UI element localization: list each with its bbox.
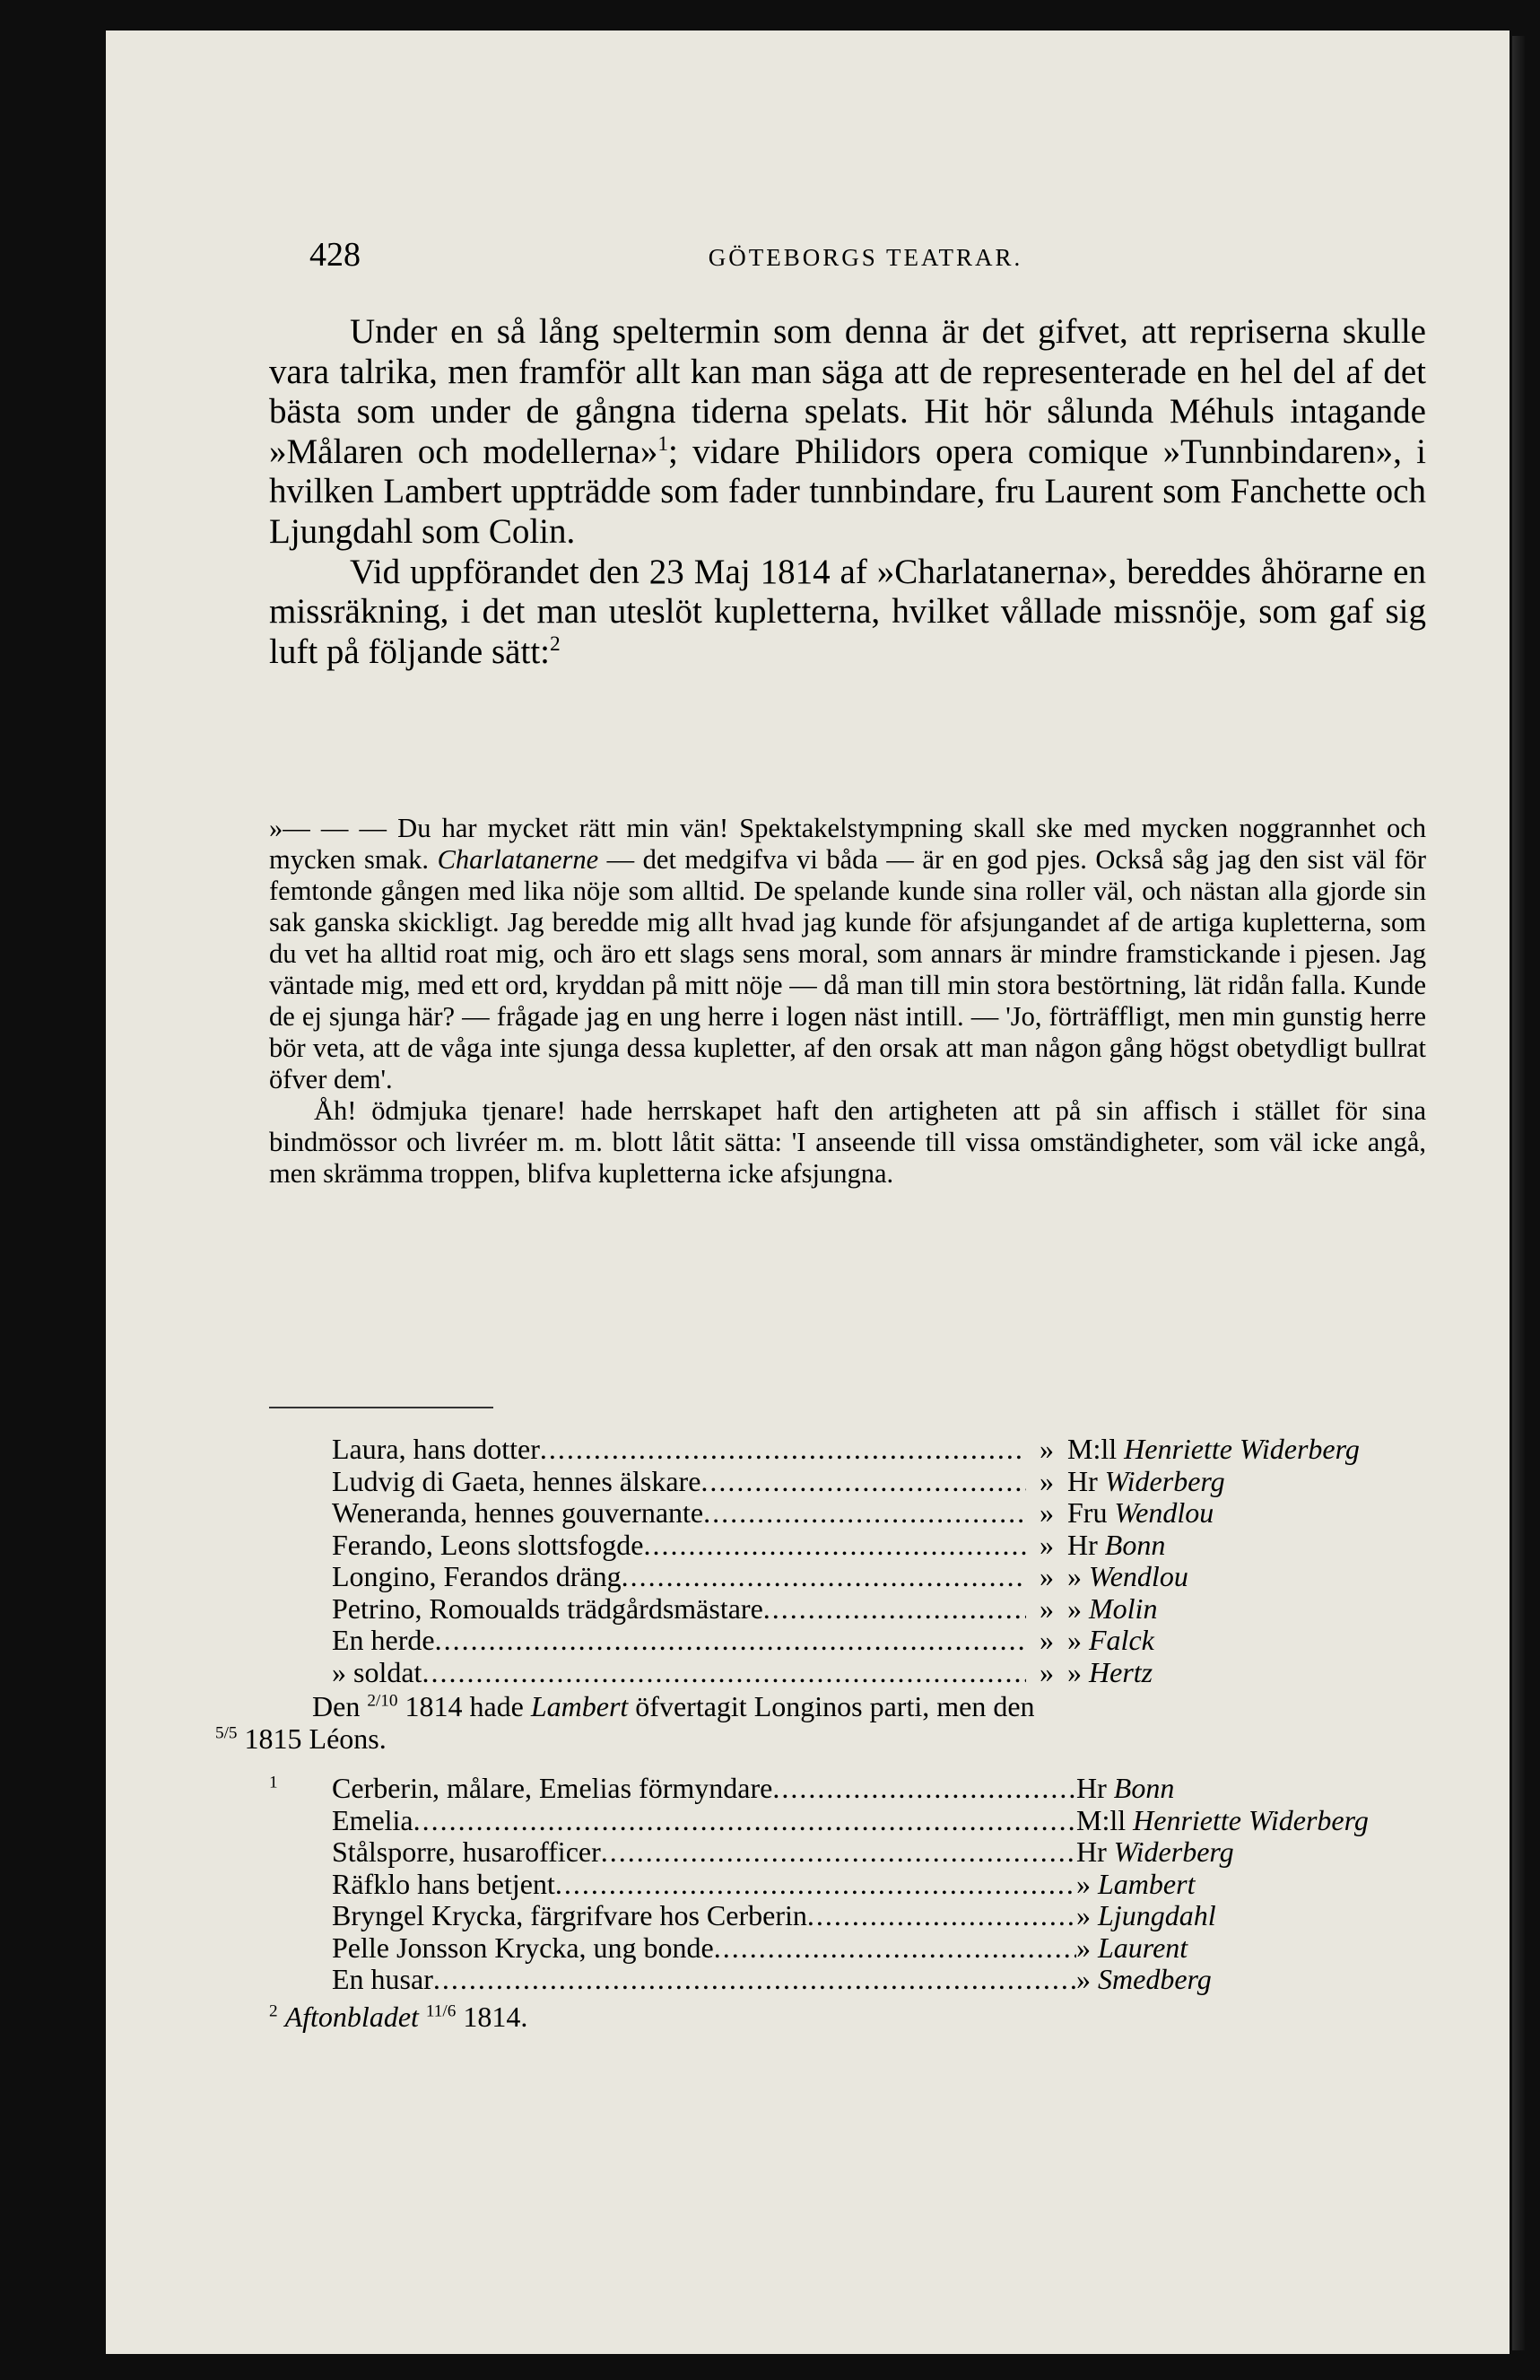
cast-title: » [1076, 1931, 1091, 1964]
cast-role-name: Cerberin, målare, Emelias förmyndare [332, 1773, 773, 1804]
cast-row [269, 1773, 1426, 1805]
paragraph-1-text-b: ; vidare Philidors opera comique »Tunnbindaren», i hvilken Lambert uppträdde som fader tunnbindare, fru Laurent som Fanchette och Ljungdahl som Colin. [269, 432, 1426, 551]
footnote-1-mark: 1 [269, 1773, 278, 1792]
cast-role-name: Pelle Jonsson Krycka, ung bonde [332, 1931, 714, 1964]
cast-assignment [1076, 1836, 1426, 1869]
cast-role [332, 1932, 1076, 1965]
cast-row [269, 1805, 1426, 1837]
cast-row [269, 1434, 1426, 1466]
cast-role [332, 1434, 1026, 1466]
cast-assignment [1076, 1900, 1426, 1932]
running-head: GÖTEBORGS TEATRAR. [708, 244, 1023, 271]
cast-assignment [1076, 1773, 1426, 1805]
cast-role-name: Weneranda, hennes gouvernante [332, 1497, 704, 1529]
cast-role [332, 1657, 1026, 1689]
cast-title: » [1076, 1867, 1091, 1900]
page-header [309, 235, 1422, 280]
cast-assignment [1076, 1964, 1426, 1996]
cast-mark: » [1040, 1591, 1054, 1625]
quote-italic-title: Charlatanerne [437, 844, 599, 875]
cast-role [332, 1900, 1076, 1932]
cast-mark: » [1040, 1528, 1054, 1561]
cast-row [269, 1625, 1426, 1657]
footnote-ref-1: 1 [657, 432, 669, 456]
cast-title: Hr [1067, 1464, 1098, 1497]
note-text-b: 1814 hade [405, 1690, 524, 1722]
cast-list-2 [269, 1773, 1426, 1996]
cast-assignment [1076, 1932, 1426, 1965]
cast-role [332, 1964, 1076, 1996]
note-date-1: 2/10 [367, 1691, 398, 1711]
cast-assignment [1067, 1625, 1426, 1657]
cast-actor: Henriette Widerberg [1124, 1433, 1360, 1465]
note-text-d: 1815 Léons. [244, 1722, 387, 1755]
cast-title: » [1067, 1624, 1082, 1656]
footnote-2-source: Aftonbladet [284, 2001, 419, 2033]
cast-actor: Hertz [1089, 1655, 1153, 1688]
note-date-2: 5/5 [215, 1722, 238, 1742]
cast-title: » [1067, 1655, 1082, 1688]
quote-text-a: »— — — Du har mycket rätt min vän! Spektakelstympning skall ske med mycken noggrannhet och mycken smak. [269, 813, 1426, 875]
quoted-letter [269, 813, 1426, 1190]
cast-role [332, 1530, 1026, 1562]
cast-list-1 [269, 1434, 1426, 1688]
note-text-a: Den [312, 1690, 361, 1722]
cast-role-name: Ferando, Leons slottsfogde [332, 1529, 644, 1561]
paragraph-1-text-a: Under en så lång speltermin som denna är det gifvet, att repriserna skulle vara talrika, men framför allt kan man säga att de representerade en hel del af det bästa som under de gångna tiderna spelats. Hit hör sålunda Méhuls intagande »Målaren och modellerna» [269, 312, 1426, 471]
dot-leader [772, 1773, 1076, 1805]
cast-actor: Ljungdahl [1098, 1899, 1216, 1931]
footnote-2-mark: 2 [269, 2001, 278, 2021]
note-text-c: öfvertagit Longinos parti, men den [635, 1690, 1035, 1722]
cast-mark: » [1040, 1655, 1054, 1688]
cast-assignment [1067, 1466, 1426, 1498]
cast-row [269, 1497, 1426, 1530]
dot-leader [622, 1561, 1026, 1593]
cast-mark: » [1040, 1433, 1054, 1465]
cast-role [332, 1773, 1076, 1805]
cast-assignment [1076, 1869, 1426, 1901]
cast-role-name: Laura, hans dotter [332, 1434, 540, 1465]
paragraph-2-text: Vid uppförandet den 23 Maj 1814 af »Charlatanerna», bereddes åhörarne en missräkning, i det man uteslöt kupletterna, hvilket vållade missnöje, som gaf sig luft på följande sätt: [269, 552, 1426, 671]
cast-role-name: Petrino, Romoualds trädgårdsmästare [332, 1592, 763, 1625]
quote-paragraph-1 [269, 813, 1426, 1095]
cast-assignment [1067, 1530, 1426, 1562]
page-edge [1512, 36, 1525, 2350]
cast-row [269, 1593, 1426, 1626]
paragraph-2 [269, 553, 1426, 673]
cast-mark: » [1040, 1464, 1054, 1497]
dot-leader [413, 1805, 1076, 1837]
footnote-2-year: 1814. [463, 2001, 528, 2033]
cast-row [269, 1932, 1426, 1965]
cast-actor: Bonn [1104, 1528, 1166, 1561]
cast-role [332, 1497, 1026, 1530]
cast-note [215, 1690, 1426, 1755]
cast-role-name: » soldat [332, 1656, 422, 1688]
cast-role-name: Emelia [332, 1804, 413, 1836]
cast-actor: Falck [1089, 1624, 1154, 1656]
dot-leader [700, 1466, 1026, 1498]
cast-actor: Widerberg [1113, 1835, 1234, 1868]
footnote-ref-2: 2 [550, 632, 561, 656]
cast-actor: Molin [1089, 1591, 1158, 1625]
cast-title: Fru [1067, 1496, 1108, 1529]
cast-assignment [1067, 1657, 1426, 1689]
dot-leader [433, 1964, 1076, 1996]
dot-leader [601, 1836, 1076, 1869]
cast-role [332, 1625, 1026, 1657]
dot-leader [435, 1625, 1026, 1657]
dot-leader [807, 1900, 1076, 1932]
cast-row [269, 1530, 1426, 1562]
cast-title: Hr [1067, 1528, 1098, 1561]
dot-leader [703, 1497, 1026, 1530]
cast-role [332, 1836, 1076, 1869]
cast-role-name: Räfklo hans betjent [332, 1868, 555, 1900]
dot-leader [422, 1657, 1026, 1689]
cast-role [332, 1805, 1076, 1837]
cast-role [332, 1561, 1026, 1593]
quote-paragraph-2: Åh! ödmjuka tjenare! hade herrskapet haft den artigheten att på sin affisch i stället för sina bindmössor och livréer m. m. blott låtit sätta: 'I anseende till vissa omständigheter, som väl icke angå, men skrämma troppen, blifva kupletterna icke afsjungna. [269, 1095, 1426, 1189]
cast-title: » [1067, 1560, 1082, 1592]
cast-mark: » [1040, 1624, 1054, 1656]
cast-row [269, 1561, 1426, 1593]
cast-actor: Smedberg [1098, 1963, 1212, 1995]
cast-assignment [1067, 1434, 1426, 1466]
cast-actor: Bonn [1113, 1772, 1175, 1804]
note-name: Lambert [530, 1690, 629, 1722]
main-text [269, 312, 1426, 672]
cast-assignment [1076, 1805, 1426, 1837]
cast-row [269, 1466, 1426, 1498]
cast-role [332, 1466, 1026, 1498]
cast-role-name: Stålsporre, husarofficer [332, 1836, 601, 1868]
dot-leader [555, 1869, 1076, 1901]
dot-leader [540, 1434, 1026, 1466]
cast-actor: Lambert [1098, 1867, 1196, 1900]
cast-title: » [1076, 1963, 1091, 1995]
cast-actor: Wendlou [1114, 1496, 1214, 1529]
cast-assignment [1067, 1497, 1426, 1530]
footnote-2-date: 11/6 [425, 2001, 457, 2021]
cast-assignment [1067, 1593, 1426, 1626]
cast-row [269, 1869, 1426, 1901]
footnote-divider [269, 1407, 493, 1408]
cast-row [269, 1657, 1426, 1689]
cast-mark: » [1040, 1496, 1054, 1529]
cast-mark: » [1040, 1560, 1054, 1592]
cast-title: » [1076, 1899, 1091, 1931]
cast-role-name: En husar [332, 1964, 433, 1995]
cast-role-name: Ludvig di Gaeta, hennes älskare [332, 1465, 701, 1497]
cast-role-name: Longino, Ferandos dräng [332, 1561, 622, 1592]
cast-assignment [1067, 1561, 1426, 1593]
cast-title: » [1067, 1591, 1082, 1625]
cast-title: M:ll [1067, 1433, 1118, 1465]
cast-actor: Henriette Widerberg [1133, 1803, 1369, 1836]
cast-actor: Laurent [1098, 1931, 1188, 1964]
quote-text-b: — det medgifva vi båda — är en god pjes. Också såg jag den sist väl för femtonde gången med lika nöje som alltid. De spelande kunde sina roller väl, och nästan alla gjorde sin sak ganska skickligt. Jag beredde mig allt hvad jag kunde för afsjungandet af de artiga kupletterna, som du vet ha alltid roat mig, och äro ett slags sens moral, som annars är mindre framstickande i pjesen. Jag väntade mig, med ett ord, kryddan på mitt nöje — då man till min stora bestörtning, lät ridån falla. Kunde de ej sjunga här? — frågade jag en ung herre i logen näst intill. — 'Jo, förträffligt, men min gunstig herre bör veta, att de våga inte sjunga dessa kupletter, af den orsak att man någon gång högst obetydligt bullrat öfver dem'. [269, 844, 1427, 1094]
dot-leader [714, 1932, 1076, 1965]
footnote-2 [269, 2001, 527, 2033]
cast-title: Hr [1076, 1835, 1107, 1868]
cast-actor: Wendlou [1089, 1560, 1188, 1592]
cast-row [269, 1964, 1426, 1996]
page-number: 428 [309, 236, 361, 274]
dot-leader [644, 1530, 1027, 1562]
cast-row [269, 1900, 1426, 1932]
cast-role [332, 1869, 1076, 1901]
cast-row-lead [269, 1773, 332, 1805]
cast-role-name: Bryngel Krycka, färgrifvare hos Cerberin [332, 1900, 807, 1931]
cast-role-name: En herde [332, 1625, 435, 1656]
cast-role [332, 1593, 1026, 1626]
cast-actor: Widerberg [1104, 1464, 1225, 1497]
cast-title: M:ll [1076, 1803, 1127, 1836]
cast-row [269, 1836, 1426, 1869]
paragraph-1 [269, 312, 1426, 553]
cast-title: Hr [1076, 1772, 1107, 1804]
dot-leader [763, 1593, 1026, 1626]
